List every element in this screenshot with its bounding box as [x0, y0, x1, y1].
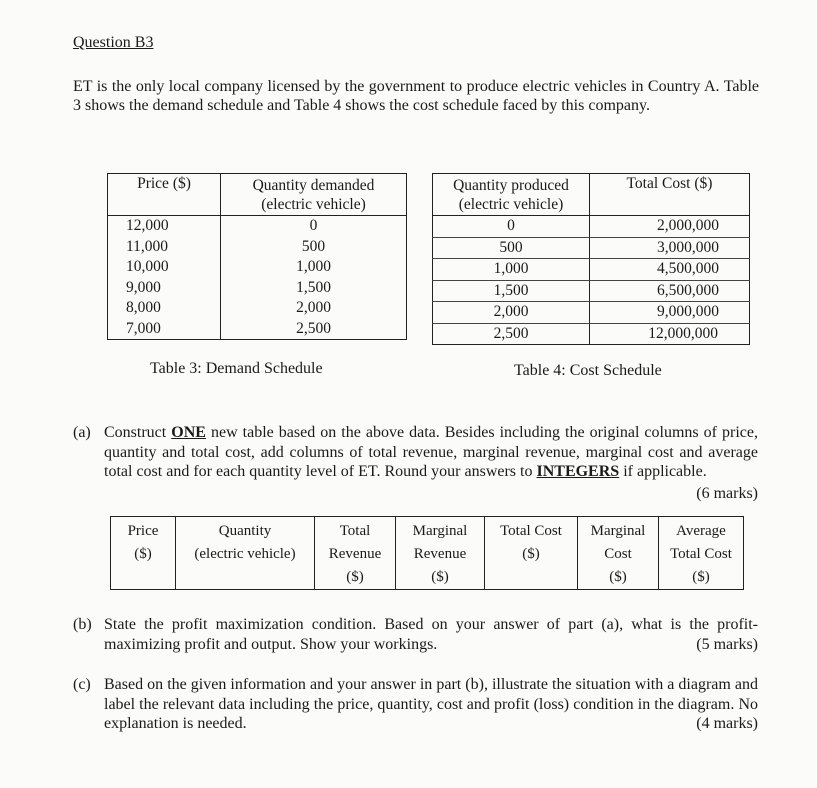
table4-header-total-cost: Total Cost ($): [626, 175, 713, 192]
part-c-text: Based on the given information and your answer in part (b), illustrate the situation with a diagram and label the relevant data including the price, quantity, cost and profit (loss) condition in the diagram. No explanation is needed.: [104, 676, 758, 732]
table4-row: [433, 216, 750, 238]
answer-col-total-cost: Total Cost ($): [485, 517, 578, 590]
part-b-marks: (5 marks): [696, 636, 758, 653]
table4-caption: Table 4: Cost Schedule: [514, 362, 662, 379]
table4-cell-quantity: 500: [433, 237, 590, 259]
table3-caption: Table 3: Demand Schedule: [150, 360, 323, 377]
table4-cell-total-cost: 6,500,000: [590, 280, 750, 302]
table3-cell-quantity: 2,000: [296, 299, 331, 317]
table4-row: [433, 280, 750, 302]
table3-row: [108, 216, 407, 237]
table3-cell-price: 9,000: [108, 278, 221, 299]
table4-cell-total-cost: 3,000,000: [590, 237, 750, 259]
table4-cell-quantity: 1,500: [433, 280, 590, 302]
table3-header-price: Price ($): [108, 174, 221, 216]
table4-cell-quantity: 2,500: [433, 323, 590, 345]
table3-header-quantity: Quantity demanded (electric vehicle): [252, 177, 375, 213]
question-heading: Question B3: [73, 34, 154, 51]
table3-cell-price: 8,000: [108, 298, 221, 319]
answer-table: [110, 516, 744, 590]
part-c-label: (c): [73, 676, 91, 693]
table4-cell-total-cost: 4,500,000: [590, 259, 750, 281]
table3-cell-quantity: 0: [309, 217, 318, 235]
table3-cell-price: 10,000: [108, 257, 221, 278]
table4-header-row: [433, 174, 750, 216]
table3-cell-quantity: 1,500: [296, 278, 331, 296]
part-a-text: Construct ONE new table based on the above data. Besides including the original columns of price, quantity and total cost, add columns of total revenue, marginal revenue, marginal cost and average total cost and for each quantity level of ET. Round your answers to INTEGERS if applicable.: [104, 424, 759, 480]
answer-col-marginal-revenue: Marginal Revenue ($): [396, 517, 485, 590]
emphasis-integers: INTEGERS: [536, 463, 620, 480]
table4-cell-quantity: 0: [433, 216, 590, 238]
demand-schedule-table: [107, 173, 407, 340]
table4-row: [433, 323, 750, 345]
table4-row: [433, 302, 750, 324]
part-a-label: (a): [73, 424, 91, 441]
intro-paragraph: ET is the only local company licensed by the government to produce electric vehicles in Country A. Table 3 shows the demand schedule and Table 4 shows the cost schedule faced by this company.: [73, 78, 759, 114]
table3-row: [108, 319, 407, 340]
part-b-label: (b): [73, 616, 92, 633]
table4-row: [433, 259, 750, 281]
table3-row: [108, 237, 407, 258]
part-a-marks: (6 marks): [696, 485, 758, 502]
table4-header-quantity: Quantity produced (electric vehicle): [433, 174, 590, 216]
table3-row: [108, 257, 407, 278]
table4-cell-quantity: 1,000: [433, 259, 590, 281]
part-c-marks: (4 marks): [696, 715, 758, 732]
table3-cell-price: 12,000: [108, 216, 221, 237]
emphasis-one: ONE: [171, 424, 206, 441]
table3-cell-quantity: 1,000: [296, 258, 331, 276]
cost-schedule-table: [432, 173, 750, 345]
table3-cell-price: 11,000: [108, 237, 221, 258]
answer-col-average-total-cost: Average Total Cost ($): [670, 523, 732, 585]
answer-col-quantity: Quantity (electric vehicle): [176, 517, 315, 590]
answer-table-header-row: [111, 517, 744, 590]
table3-cell-price: 7,000: [108, 319, 221, 340]
part-b-text: State the profit maximization condition. Based on your answer of part (a), what is the profit-maximizing profit and output. Show your workings.: [104, 616, 758, 653]
table3-row: [108, 298, 407, 319]
answer-col-marginal-cost: Marginal Cost ($): [578, 517, 659, 590]
answer-col-total-revenue: Total Revenue ($): [315, 517, 396, 590]
table3-header-row: [108, 174, 407, 216]
table4-cell-total-cost: 12,000,000: [648, 324, 718, 342]
table4-cell-quantity: 2,000: [433, 302, 590, 324]
table4-cell-total-cost: 2,000,000: [590, 216, 750, 238]
answer-col-price: Price ($): [111, 517, 176, 590]
table3-row: [108, 278, 407, 299]
table3-cell-quantity: 2,500: [296, 319, 331, 337]
table3-cell-quantity: 500: [301, 237, 326, 255]
table4-cell-total-cost: 9,000,000: [590, 302, 750, 324]
table4-row: [433, 237, 750, 259]
